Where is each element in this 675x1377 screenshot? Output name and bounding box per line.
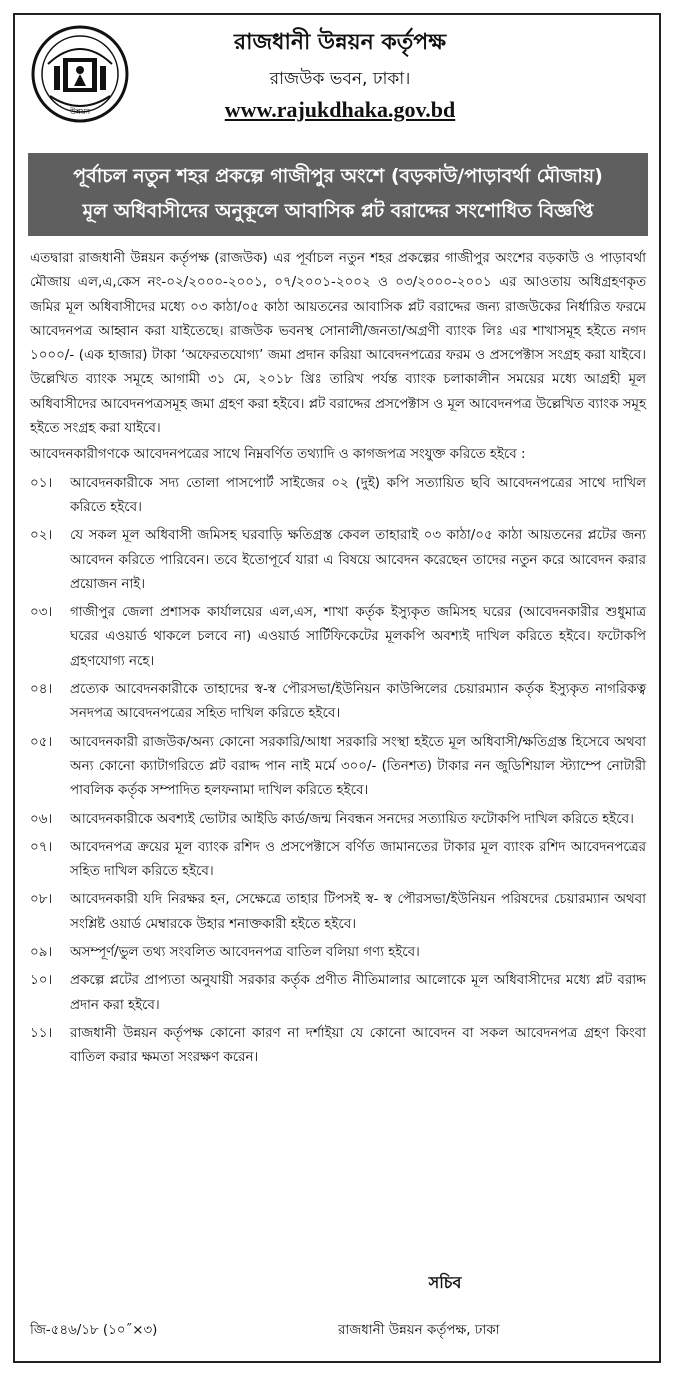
org-website-link[interactable]: www.rajukdhaka.gov.bd [224,97,456,122]
item-text: যে সকল মূল অধিবাসী জমিসহ ঘরবাড়ি ক্ষতিগ্রস্ত কেবল তাহারাই ০৩ কাঠা/০৫ কাঠা আয়তনের প্লটের জন্য আবেদন করিতে পারিবেন। তবে ইতোপূর্বে যারা এ বিষয়ে আবেদন করেছেন তাদের নতুন করে আবেদন করার প্রয়োজন নাই। [70,528,646,592]
list-item [30,1022,646,1071]
list-item [30,969,646,1018]
item-text: আবেদনকারীকে সদ্য তোলা পাসপোর্ট সাইজের ০২ (দুই) কপি সত্যায়িত ছবি আবেদনপত্রের সাথে দাখিল করিতে হইবে। [70,475,646,515]
item-number: ০১। [30,475,53,491]
item-number: ০৩। [30,605,53,621]
list-item [30,472,646,521]
reference-code: জি-৫৪৬/১৮ (১০˝×৩) [30,1323,158,1338]
item-text: অসম্পূর্ণ/ভুল তথ্য সংবলিত আবেদনপত্র বাতিল বলিয়া গণ্য হইবে। [70,945,420,961]
rajuk-logo-icon [30,24,130,124]
item-number: ০২। [30,528,53,544]
item-number: ০৫। [30,734,53,750]
list-item [30,808,646,832]
item-text: রাজধানী উন্নয়ন কর্তৃপক্ষ কোনো কারণ না দর্শাইয়া যে কোনো আবেদন বা সকল আবেদনপত্র গ্রহণ কিংবা বাতিল করার ক্ষমতা সংরক্ষণ করেন। [70,1025,646,1066]
list-item [30,601,646,674]
requirements-heading: আবেদনকারীগণকে আবেদনপত্রের সাথে নিম্নবর্ণিত তথ্যাদি ও কাগজপত্র সংযুক্ত করিতে হইবে : [30,447,526,463]
signature-title: সচিব [428,1273,462,1292]
logo-bottom-text: উন্নয়ন [69,107,91,116]
header [130,28,550,124]
item-text: আবেদনকারী রাজউক/অন্য কোনো সরকারি/আধা সরকারি সংস্থা হইতে মূল অধিবাসী/ক্ষতিগ্রস্ত হিসেবে অথবা অন্য কোনো ক্যাটাগরিতে প্লট বরাদ্দ পান নাই মর্মে ৩০০/- (তিনশত) টাকার নন জুডিশিয়াল স্ট্যাম্পে নোটারী পাবলিক কর্তৃক সম্পাদিত হলফনামা দাখিল করিতে হইবে। [70,734,646,799]
item-number: ১১। [30,1025,53,1041]
notice-title-box [28,153,648,236]
item-text: প্রত্যেক আবেদনকারীকে তাহাদের স্ব-স্ব পৌরসভা/ইউনিয়ন কাউন্সিলের চেয়ারম্যান কর্তৃক ইস্যুকৃত নাগরিকত্ব সনদপত্র আবেদনপত্রের সহিত দাখিল করিতে হইবে। [70,682,646,722]
item-number: ০৬। [30,811,53,827]
item-number: ০৭। [30,839,53,855]
notice-body [30,247,646,1071]
item-text: প্রকল্পে প্লটের প্রাপ্যতা অনুযায়ী সরকার কর্তৃক প্রণীত নীতিমালার আলোকে মূল অধিবাসীদের মধ্যে প্লট বরাদ্দ প্রদান করা হইবে। [70,973,646,1013]
item-text: আবেদনকারীকে অবশ্যই ভোটার আইডি কার্ড/জন্ম নিবন্ধন সনদের সত্যায়িত ফটোকপি দাখিল করিতে হইবে। [70,811,634,827]
intro-paragraph: এতদ্বারা রাজধানী উন্নয়ন কর্তৃপক্ষ (রাজউক) এর পূর্বাচল নতুন শহর প্রকল্পের গাজীপুর অংশের বড়কাউ ও পাড়াবর্থা মৌজায় এল,এ,কেস নং-০২/২০০০-২০০১, ০৭/২০০১-২০০২ ও ০৩/২০০০-২০০১ এর আওতায় অধিগ্রহণকৃত জমির মূল অধিবাসীদের মধ্যে ০৩ কাঠা/০৫ কাঠা আয়তনের আবাসিক প্লট বরাদ্দের জন্য রাজউকের নির্ধারিত ফরমে আবেদনপত্র আহ্বান করা যাইতেছে। রাজউক ভবনস্থ সোনালী/জনতা/অগ্রণী ব্যাংক লিঃ এর শাখাসমূহ হইতে নগদ ১০০০/- (এক হাজার) টাকা ‘অফেরতযোগ্য’ জমা প্রদান করিয়া আবেদনপত্রের ফরম ও প্রসপেক্টাস সংগ্রহ করা যাইবে। উল্লেখিত ব্যাংক সমূহে আগামী ৩১ মে, ২০১৮ খ্রিঃ তারিখ পর্যন্ত ব্যাংক চলাকালীন সময়ের মধ্যে আগ্রহী মূল অধিবাসীদের আবেদনপত্রসমূহ জমা গ্রহণ করা হইবে। প্লট বরাদ্দের প্রসপেক্টাস ও মূল আবেদনপত্র উল্লেখিত ব্যাংক সমূহ হইতে সংগ্রহ করা যাইবে। [30,251,647,437]
item-number: ০৪। [30,682,53,698]
item-number: ০৯। [30,945,53,961]
list-item [30,678,646,727]
item-number: ০৮। [30,892,53,908]
list-item [30,731,646,804]
signature-org: রাজধানী উন্নয়ন কর্তৃপক্ষ, ঢাকা [338,1323,500,1338]
notice-title-line2: মূল অধিবাসীদের অনুকূলে আবাসিক প্লট বরাদ্দের সংশোধিত বিজ্ঞপ্তি [82,200,594,222]
requirements-list [30,472,646,1071]
org-name: রাজধানী উন্নয়ন কর্তৃপক্ষ [233,30,447,55]
notice-title-line1: পূর্বাচল নতুন শহর প্রকল্পে গাজীপুর অংশে (বড়কাউ/পাড়াবর্থা মৌজায়) [73,165,603,187]
item-text: গাজীপুর জেলা প্রশাসক কার্যালয়ের এল,এস, শাখা কর্তৃক ইস্যুকৃত জমিসহ ঘরের (আবেদনকারীর শুধুমাত্র ঘরের এওয়ার্ড থাকলে চলবে না) এওয়ার্ড সার্টিফিকেটের মূলকপি অবশ্যই দাখিল করিতে হইবে। ফটোকপি গ্রহণযোগ্য নহে। [70,605,646,669]
list-item [30,524,646,597]
list-item [30,888,646,937]
org-address: রাজউক ভবন, ঢাকা। [269,69,411,89]
item-text: আবেদনপত্র ক্রয়ের মূল ব্যাংক রশিদ ও প্রসপেক্টাসে বর্ণিত জামানতের টাকার মূল ব্যাংক রশিদ আবেদনপত্রের সহিত দাখিল করিতে হইবে। [70,839,646,880]
list-item [30,941,646,965]
item-text: আবেদনকারী যদি নিরক্ষর হন, সেক্ষেত্রে তাহার টিপসই স্ব- স্ব পৌরসভা/ইউনিয়ন পরিষদের চেয়ারম্যান অথবা সংশ্লিষ্ট ওয়ার্ড মেম্বারকে উহার শনাক্তকারী হইতে হইবে। [70,892,646,932]
item-number: ১০। [30,973,53,989]
list-item [30,836,646,885]
